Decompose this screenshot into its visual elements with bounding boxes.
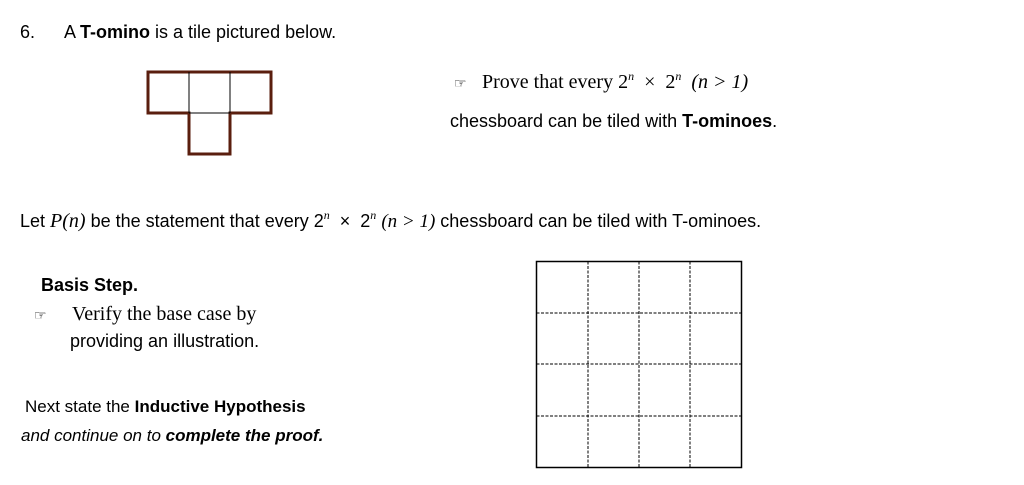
statement-line bbox=[20, 210, 761, 233]
intro-text-a: A bbox=[64, 22, 81, 42]
next-line-2-term: complete the proof. bbox=[165, 426, 324, 445]
prove-line-2 bbox=[450, 111, 777, 132]
prove-line2-period: . bbox=[772, 111, 778, 131]
statement-let: Let bbox=[20, 211, 51, 231]
intro-text-b: is a tile pictured below. bbox=[150, 22, 337, 42]
prove-condition: (n > 1) bbox=[691, 71, 749, 93]
statement-base-2: 2 bbox=[360, 211, 371, 231]
statement-times: × bbox=[339, 211, 351, 231]
statement-condition: (n > 1) bbox=[381, 211, 436, 232]
next-line-1 bbox=[25, 397, 306, 417]
problem-intro bbox=[64, 22, 336, 43]
basis-heading-text: Basis Step. bbox=[41, 275, 139, 295]
prove-line2-term: T-ominoes bbox=[682, 111, 773, 131]
basis-line-2: providing an illustration. bbox=[70, 331, 260, 351]
statement-text-b: chessboard can be tiled with T-ominoes. bbox=[435, 211, 762, 231]
problem-number: 6. bbox=[20, 22, 36, 42]
pointing-hand-icon: ☞ bbox=[454, 77, 467, 92]
prove-base-2: 2 bbox=[665, 71, 676, 93]
chessboard-grid bbox=[535, 260, 745, 470]
grid-border bbox=[537, 262, 742, 468]
statement-exp-2: n bbox=[370, 208, 377, 222]
tomino-figure bbox=[140, 64, 280, 164]
basis-line-1-text: Verify the base case by bbox=[72, 303, 257, 325]
prove-line2-text: chessboard can be tiled with bbox=[450, 111, 683, 131]
statement-text-a: be the statement that every bbox=[85, 211, 314, 231]
next-line-1-term: Inductive Hypothesis bbox=[134, 397, 306, 416]
prove-line-1 bbox=[454, 71, 748, 94]
prove-text: Prove that every bbox=[482, 71, 619, 93]
next-line-2-text: and continue on to bbox=[21, 426, 166, 445]
prove-exp-2: n bbox=[675, 69, 682, 83]
next-line-2 bbox=[21, 426, 323, 446]
next-line-1-text: Next state the bbox=[25, 397, 135, 416]
statement-pn: P(n) bbox=[50, 210, 86, 232]
pointing-hand-icon: ☞ bbox=[34, 309, 47, 324]
basis-line-1 bbox=[34, 303, 256, 326]
statement-exp-1: n bbox=[323, 208, 330, 222]
intro-term: T-omino bbox=[80, 22, 151, 42]
basis-heading bbox=[41, 275, 138, 296]
prove-exp-1: n bbox=[628, 69, 635, 83]
prove-base-1: 2 bbox=[618, 71, 629, 93]
prove-times: × bbox=[644, 71, 656, 93]
statement-base-1: 2 bbox=[313, 211, 324, 231]
